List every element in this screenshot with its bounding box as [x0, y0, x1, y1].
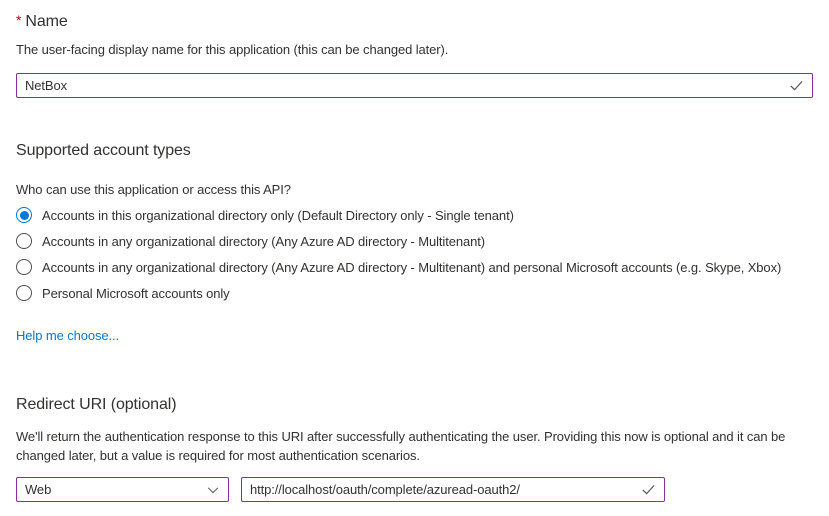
name-input-value: NetBox	[25, 78, 68, 93]
radio-option-label: Personal Microsoft accounts only	[42, 285, 230, 301]
radio-option-multitenant[interactable]	[16, 228, 813, 254]
name-description: The user-facing display name for this application (this can be changed later).	[16, 42, 449, 57]
radio-unselected-icon[interactable]	[16, 285, 32, 301]
redirect-uri-value: http://localhost/oauth/complete/azuread-oauth2/	[250, 482, 520, 497]
radio-unselected-icon[interactable]	[16, 233, 32, 249]
redirect-uri-row	[16, 477, 813, 502]
chevron-down-icon	[206, 483, 220, 497]
platform-select-value: Web	[25, 482, 52, 497]
account-type-radio-group	[16, 202, 813, 306]
name-input[interactable]	[16, 73, 813, 98]
account-types-question: Who can use this application or access this API?	[16, 182, 291, 197]
radio-option-personal-only[interactable]	[16, 280, 813, 306]
radio-option-label: Accounts in any organizational directory (Any Azure AD directory - Multitenant) and personal Microsoft accounts (e.g. Skype, Xbox)	[42, 259, 782, 275]
account-types-title: Supported account types	[16, 142, 191, 159]
name-section-title: Name	[25, 13, 68, 30]
redirect-uri-title: Redirect URI (optional)	[16, 396, 177, 413]
radio-option-label: Accounts in this organizational directory only (Default Directory only - Single tenant)	[42, 207, 514, 223]
name-field-label	[16, 0, 813, 31]
radio-option-label: Accounts in any organizational directory (Any Azure AD directory - Multitenant)	[42, 233, 485, 249]
redirect-uri-input[interactable]	[241, 477, 665, 502]
valid-check-icon	[641, 482, 656, 497]
help-me-choose-link[interactable]: Help me choose...	[16, 328, 120, 343]
redirect-uri-description: We'll return the authentication response to this URI after successfully authenticating the user. Providing this now is optional and it can be changed later, but a value is required for most authentication scenarios.	[16, 429, 786, 463]
platform-select[interactable]	[16, 477, 229, 502]
radio-option-single-tenant[interactable]	[16, 202, 813, 228]
radio-unselected-icon[interactable]	[16, 259, 32, 275]
required-asterisk: *	[16, 12, 22, 28]
valid-check-icon	[789, 78, 804, 93]
radio-selected-icon[interactable]	[16, 207, 32, 223]
radio-option-multitenant-personal[interactable]	[16, 254, 813, 280]
